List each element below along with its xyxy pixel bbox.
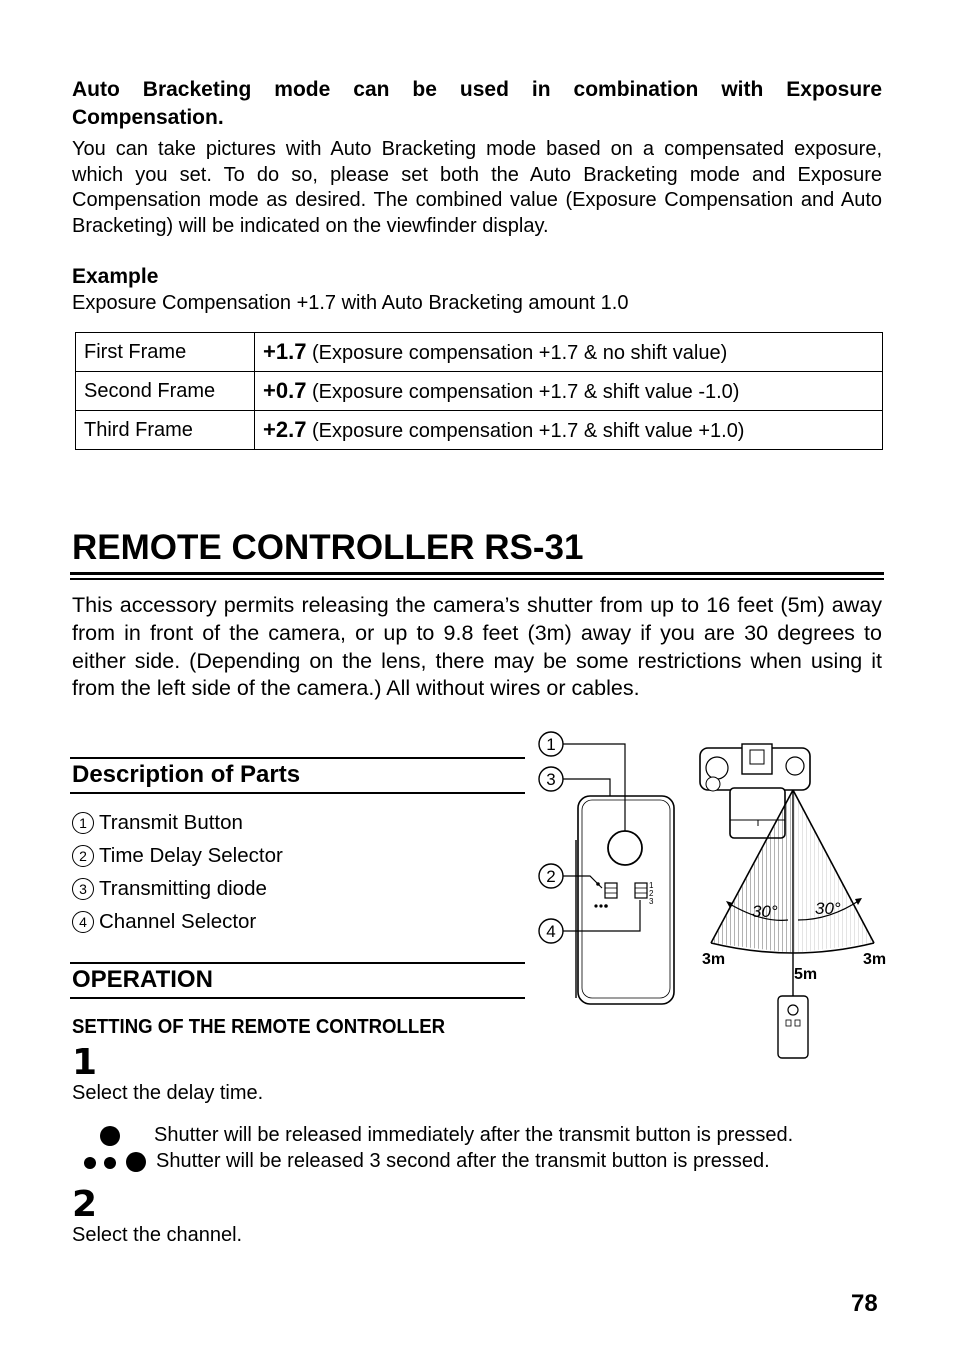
example-table bbox=[75, 332, 883, 450]
transmit-button-icon bbox=[608, 831, 642, 865]
title-rule bbox=[70, 572, 884, 575]
frame-value-cell bbox=[255, 411, 883, 450]
intro-heading: Auto Bracketing mode can be used in combination with Exposure Compensation. bbox=[72, 78, 882, 129]
svg-text:4: 4 bbox=[546, 922, 556, 941]
part-number: 2 bbox=[72, 845, 94, 867]
step-number: 2 bbox=[72, 1184, 98, 1225]
list-item bbox=[72, 844, 283, 868]
remote-controller-figure bbox=[530, 728, 890, 1063]
list-item bbox=[72, 910, 256, 934]
frame-note: (Exposure compensation +1.7 & shift value -1.0) bbox=[312, 381, 740, 403]
svg-text:2: 2 bbox=[546, 867, 556, 886]
distance-label: 3m bbox=[863, 951, 887, 968]
single-dot-icon bbox=[126, 1152, 146, 1172]
delay-option-text: Shutter will be released 3 second after the transmit button is pressed. bbox=[156, 1150, 770, 1172]
small-remote-icon bbox=[778, 996, 808, 1058]
step-text: Select the delay time. bbox=[72, 1082, 264, 1104]
page-number: 78 bbox=[851, 1290, 878, 1317]
frame-label: Third Frame bbox=[76, 411, 255, 450]
table-row bbox=[76, 333, 883, 372]
frame-note: (Exposure compensation +1.7 & no shift value) bbox=[312, 342, 728, 364]
frame-value: +2.7 bbox=[263, 417, 307, 442]
distance-label: 5m bbox=[794, 966, 818, 983]
delay-option-text: Shutter will be released immediately after the transmit button is pressed. bbox=[154, 1124, 794, 1146]
small-dot-icon bbox=[104, 1157, 116, 1169]
intro-body: You can take pictures with Auto Bracketing mode based on a compensated exposure, which you set. To do so, please set both the Auto Bracketing mode and Exposure Compensation mode as desired. The combined value (Exposure Compensation and Auto Bracketing) will be indicated on the viewfinder display. bbox=[72, 138, 882, 237]
channel-switch-icon bbox=[635, 883, 647, 898]
frame-value-cell bbox=[255, 333, 883, 372]
callout-3 bbox=[539, 767, 610, 796]
distance-label: 3m bbox=[702, 951, 726, 968]
switch-mark: 1 bbox=[649, 881, 654, 890]
title-rule bbox=[70, 578, 884, 580]
setting-heading: SETTING OF THE REMOTE CONTROLLER bbox=[72, 1016, 446, 1038]
part-number: 4 bbox=[72, 911, 94, 933]
section-divider bbox=[70, 997, 525, 999]
table-row bbox=[76, 411, 883, 450]
frame-note: (Exposure compensation +1.7 & shift value +1.0) bbox=[312, 420, 745, 442]
part-label: Channel Selector bbox=[99, 910, 257, 933]
frame-value-cell bbox=[255, 372, 883, 411]
frame-value: +0.7 bbox=[263, 378, 307, 403]
svg-text:1: 1 bbox=[546, 735, 556, 754]
angle-label: 30° bbox=[815, 899, 841, 918]
section-body: This accessory permits releasing the camera’s shutter from up to 16 feet (5m) away from in front of the camera, or up to 9.8 feet (3m) away if you are 30 degrees to either side. (Depending on the lens, there may be some restrictions when using it from the left side of the camera.) All without wires or cables. bbox=[72, 593, 882, 701]
switch-mark: 2 bbox=[649, 889, 654, 898]
single-dot-icon bbox=[100, 1126, 120, 1146]
part-label: Transmit Button bbox=[99, 811, 243, 834]
part-label: Transmitting diode bbox=[99, 877, 267, 900]
small-dot-icon bbox=[84, 1157, 96, 1169]
angle-label: 30° bbox=[752, 902, 778, 921]
section-divider bbox=[70, 962, 525, 964]
part-label: Time Delay Selector bbox=[99, 844, 283, 867]
example-description: Exposure Compensation +1.7 with Auto Bracketing amount 1.0 bbox=[72, 292, 629, 314]
switch-mark: 3 bbox=[649, 897, 654, 906]
list-item bbox=[72, 811, 243, 835]
parts-heading: Description of Parts bbox=[72, 761, 301, 788]
list-item bbox=[72, 877, 267, 901]
section-title: REMOTE CONTROLLER RS-31 bbox=[72, 528, 584, 567]
operation-heading: OPERATION bbox=[72, 966, 213, 993]
part-number: 3 bbox=[72, 878, 94, 900]
table-row bbox=[76, 372, 883, 411]
svg-text:3: 3 bbox=[546, 770, 556, 789]
section-divider bbox=[70, 757, 525, 759]
frame-label: First Frame bbox=[76, 333, 255, 372]
example-heading: Example bbox=[72, 265, 159, 288]
frame-label: Second Frame bbox=[76, 372, 255, 411]
step-text: Select the channel. bbox=[72, 1224, 243, 1246]
part-number: 1 bbox=[72, 812, 94, 834]
step-number: 1 bbox=[72, 1042, 98, 1083]
frame-value: +1.7 bbox=[263, 339, 307, 364]
section-divider bbox=[70, 792, 525, 794]
delay-switch-icon bbox=[605, 883, 617, 898]
